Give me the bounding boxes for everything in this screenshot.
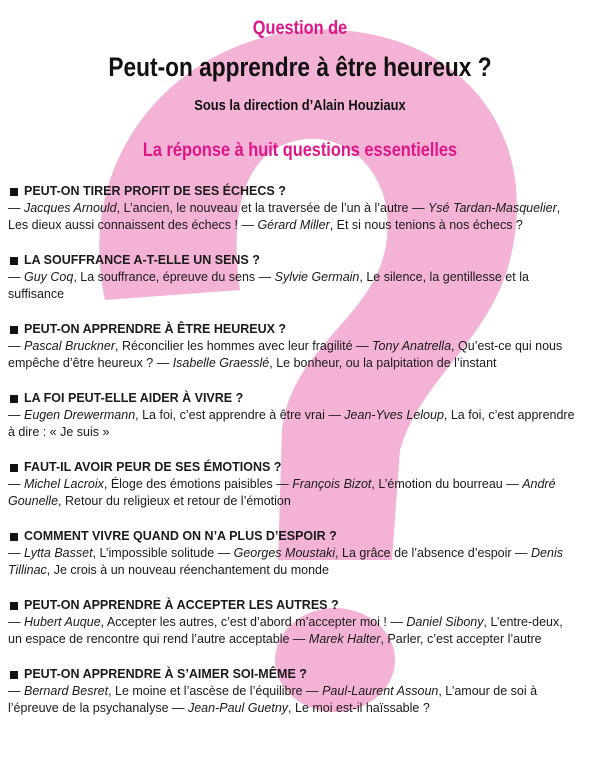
section-heading [8, 528, 578, 545]
entry-title: , Parler, c’est accepter l’autre [380, 632, 542, 646]
entry-dash: — [153, 356, 173, 370]
toc-section [8, 183, 578, 234]
entry-dash: — [255, 270, 275, 284]
entry-title: , La grâce de l’absence d’espoir [335, 546, 512, 560]
square-bullet-icon [10, 188, 18, 196]
entry-title: , La foi, c’est apprendre à dire : « Je suis » [8, 408, 575, 439]
section-entries [8, 269, 578, 303]
toc-section [8, 252, 578, 303]
entry-dash: — [8, 477, 24, 491]
entry-author: Eugen Drewermann [23, 408, 136, 422]
section-heading-text: PEUT-ON APPRENDRE À ACCEPTER LES AUTRES ? [24, 598, 339, 612]
entry-dash: — [8, 408, 24, 422]
toc-section [8, 390, 578, 441]
section-heading [8, 597, 578, 614]
tagline: La réponse à huit questions essentielles [142, 140, 458, 161]
entry-author: Paul-Laurent Assoun [322, 684, 439, 698]
entry-dash: — [168, 701, 188, 715]
entry-dash: — [386, 615, 407, 629]
entry-author: Jacques Arnould [23, 201, 117, 215]
entry-title: , Réconcilier les hommes avec leur fragilité [115, 339, 353, 353]
entry-dash: — [511, 546, 532, 560]
entry-dash: — [8, 684, 24, 698]
entry-title: , L’ancien, le nouveau et la traversée de l’un à l’autre [116, 201, 409, 215]
entry-title: , Qu’est-ce qui nous empêche d’être heureux ? [8, 339, 563, 370]
entry-author: Daniel Sibony [406, 615, 484, 629]
entry-author: Isabelle Graesslé [172, 356, 270, 370]
section-entries [8, 545, 578, 579]
series-label: Question de [252, 18, 348, 39]
entry-title: , L’émotion du bourreau [371, 477, 503, 491]
entry-author: Gérard Miller [257, 218, 330, 232]
entry-title: , Éloge des émotions paisibles [103, 477, 273, 491]
table-of-contents [8, 183, 578, 717]
section-heading [8, 252, 578, 269]
entry-author: Michel Lacroix [23, 477, 104, 491]
toc-section [8, 597, 578, 648]
section-heading-text: COMMENT VIVRE QUAND ON N’A PLUS D’ESPOIR ? [24, 529, 337, 543]
entry-title: , L’impossible solitude [92, 546, 215, 560]
section-entries [8, 476, 578, 510]
section-heading [8, 390, 578, 407]
entry-title: , Le moine et l’ascèse de l’équilibre [108, 684, 303, 698]
entry-author: Lytta Basset [23, 546, 93, 560]
entry-dash: — [272, 477, 293, 491]
square-bullet-icon [10, 671, 18, 679]
entry-author: Jean-Paul Guetny [187, 701, 289, 715]
entry-dash: — [302, 684, 323, 698]
entry-title: , La foi, c’est apprendre à être vrai [135, 408, 325, 422]
toc-section [8, 666, 578, 717]
entry-dash: — [8, 201, 24, 215]
section-heading-text: FAUT-IL AVOIR PEUR DE SES ÉMOTIONS ? [24, 460, 282, 474]
section-heading [8, 183, 578, 200]
entry-author: Guy Coq [23, 270, 74, 284]
toc-section [8, 459, 578, 510]
entry-title: , Retour du religieux et retour de l’émotion [58, 494, 291, 508]
entry-dash: — [408, 201, 428, 215]
section-heading-text: LA SOUFFRANCE A-T-ELLE UN SENS ? [24, 253, 260, 267]
entry-author: Marek Halter [308, 632, 381, 646]
section-heading-text: PEUT-ON APPRENDRE À ÊTRE HEUREUX ? [24, 322, 287, 336]
entry-dash: — [214, 546, 234, 560]
entry-author: François Bizot [292, 477, 372, 491]
page-title: Peut-on apprendre à être heureux ? [108, 52, 492, 82]
section-entries [8, 338, 578, 372]
entry-author: Denis Tillinac [8, 546, 563, 577]
entry-title: , Le silence, la gentillesse et la suffisance [8, 270, 529, 301]
section-heading [8, 666, 578, 683]
square-bullet-icon [10, 257, 18, 265]
section-heading-text: PEUT-ON TIRER PROFIT DE SES ÉCHECS ? [24, 184, 286, 198]
entry-author: Pascal Bruckner [23, 339, 115, 353]
section-heading-text: PEUT-ON APPRENDRE À S’AIMER SOI-MÊME ? [24, 667, 307, 681]
entry-dash: — [352, 339, 373, 353]
section-entries [8, 614, 578, 648]
entry-title: , L’amour de soi à l’épreuve de la psychanalyse [8, 684, 538, 715]
entry-title: , Je crois à un nouveau réenchantement du monde [46, 563, 329, 577]
entry-author: Tony Anatrella [372, 339, 452, 353]
entry-title: , La souffrance, épreuve du sens [73, 270, 256, 284]
entry-dash: — [8, 339, 24, 353]
entry-author: Hubert Auque [23, 615, 101, 629]
entry-author: Sylvie Germain [274, 270, 360, 284]
entry-dash: — [324, 408, 345, 422]
entry-dash: — [8, 615, 24, 629]
toc-section [8, 528, 578, 579]
square-bullet-icon [10, 395, 18, 403]
entry-title: , Et si nous tenions à nos échecs ? [329, 218, 523, 232]
entry-title: , Accepter les autres, c’est d’abord m’accepter moi ! [100, 615, 387, 629]
entry-author: André Gounelle [8, 477, 556, 508]
entry-dash: — [289, 632, 309, 646]
entry-title: , Le moi est-il haïssable ? [288, 701, 430, 715]
entry-title: , Les dieux aussi connaissent des échecs ! [8, 201, 561, 232]
toc-section [8, 321, 578, 372]
editor-credit: Sous la direction d’Alain Houziaux [194, 97, 406, 114]
square-bullet-icon [10, 533, 18, 541]
entry-author: Georges Moustaki [233, 546, 336, 560]
entry-title: , L’entre-deux, un espace de rencontre qui rend l’autre acceptable [8, 615, 563, 646]
entry-author: Bernard Besret [23, 684, 109, 698]
entry-dash: — [238, 218, 258, 232]
section-heading [8, 321, 578, 338]
entry-author: Jean-Yves Leloup [344, 408, 444, 422]
section-entries [8, 683, 578, 717]
entry-dash: — [8, 546, 24, 560]
entry-dash: — [502, 477, 523, 491]
section-heading-text: LA FOI PEUT-ELLE AIDER À VIVRE ? [24, 391, 244, 405]
square-bullet-icon [10, 326, 18, 334]
entry-title: , Le bonheur, ou la palpitation de l’instant [269, 356, 497, 370]
square-bullet-icon [10, 464, 18, 472]
entry-dash: — [8, 270, 24, 284]
square-bullet-icon [10, 602, 18, 610]
section-heading [8, 459, 578, 476]
section-entries [8, 407, 578, 441]
entry-author: Ysé Tardan-Masquelier [427, 201, 557, 215]
section-entries [8, 200, 578, 234]
